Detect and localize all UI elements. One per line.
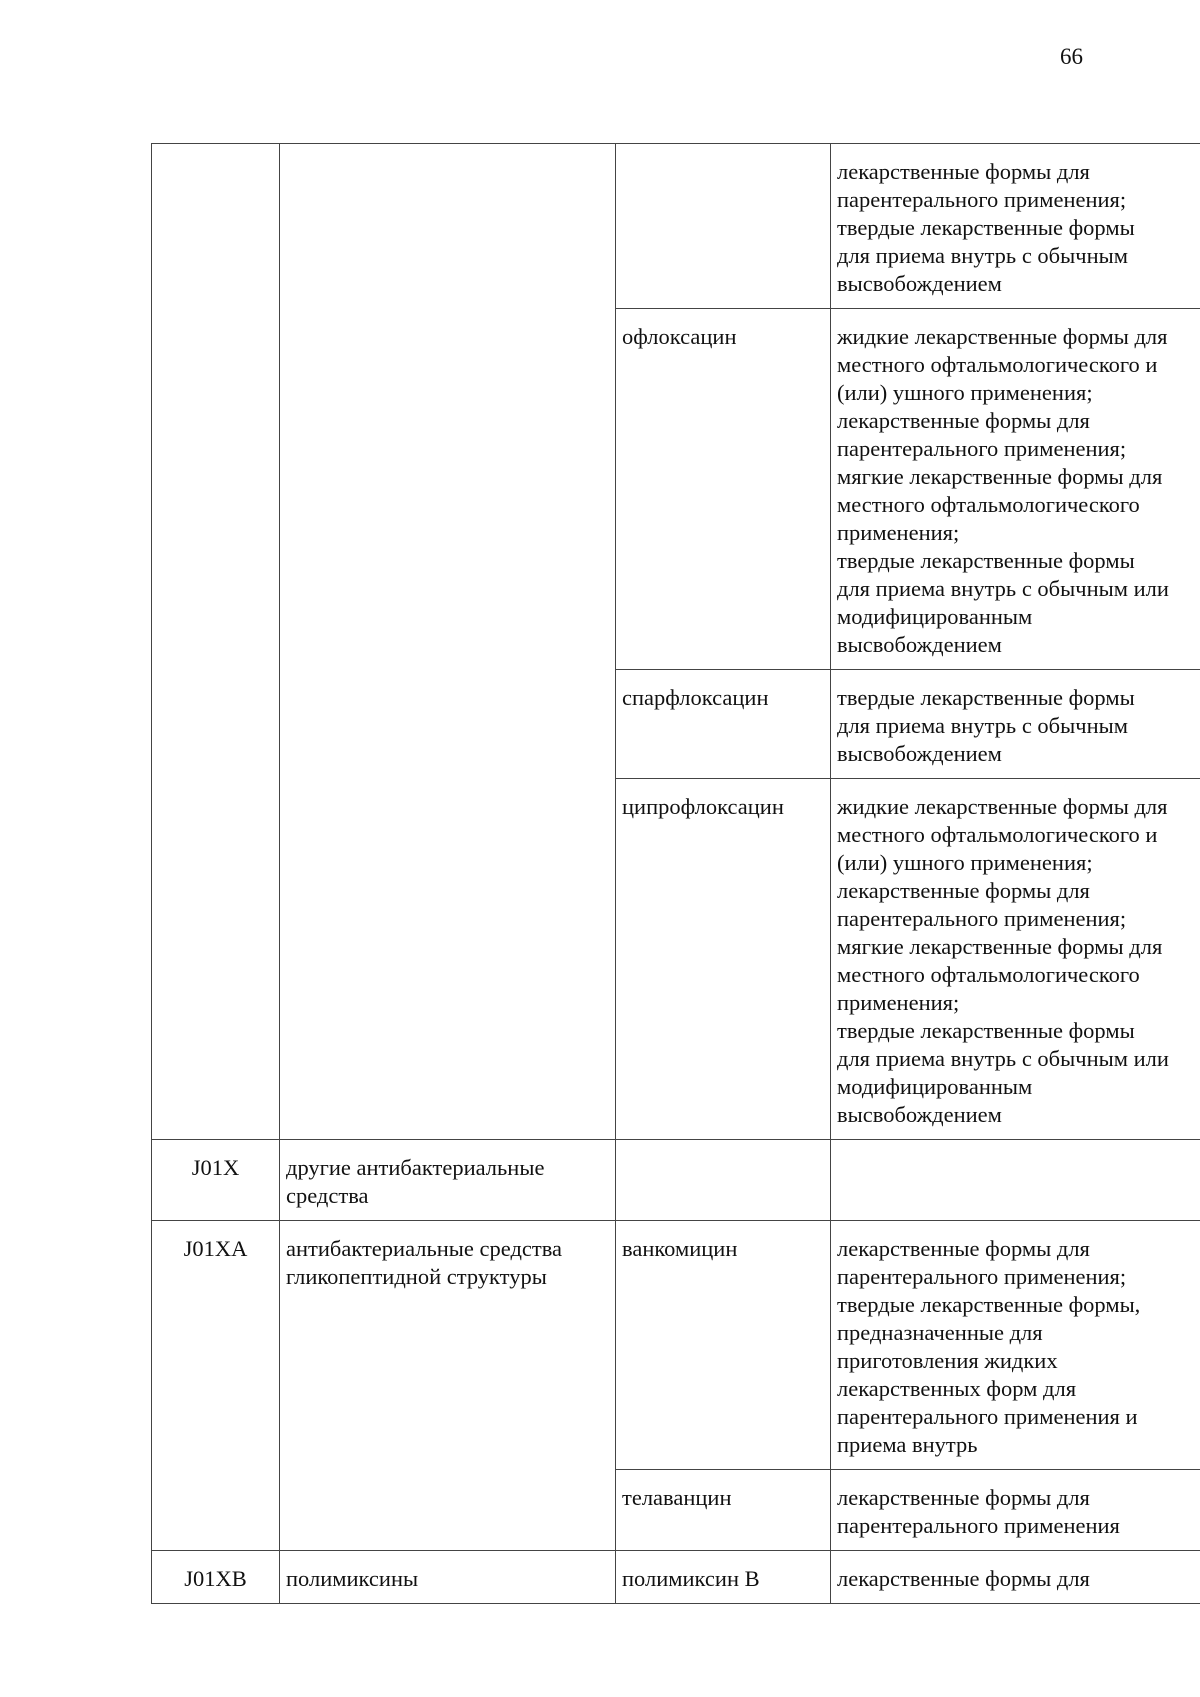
drug-name: офлоксацин: [622, 324, 737, 349]
form-line: твердые лекарственные формы: [837, 685, 1135, 710]
drug-name: ванкомицин: [622, 1236, 738, 1261]
forms-cell: [831, 670, 1200, 779]
atc-code: J01XB: [184, 1566, 247, 1591]
form-line: лекарственные формы для: [837, 408, 1090, 433]
form-line: для приема внутрь с обычным: [837, 713, 1128, 738]
form-line: высвобождением: [837, 741, 1002, 766]
drug-cell: [616, 779, 831, 1140]
form-line: (или) ушного применения;: [837, 850, 1093, 875]
form-line: лекарственные формы для: [837, 1485, 1090, 1510]
code-cell: [152, 144, 280, 1140]
table-row: [152, 1221, 1200, 1470]
form-line: парентерального применения;: [837, 436, 1127, 461]
table-row: [152, 1551, 1200, 1604]
form-line: мягкие лекарственные формы для: [837, 464, 1163, 489]
form-line: жидкие лекарственные формы для: [837, 324, 1168, 349]
form-line: приготовления жидких: [837, 1348, 1058, 1373]
table-row: [152, 144, 1200, 309]
form-line: для приема внутрь с обычным или: [837, 1046, 1169, 1071]
form-line: модифицированным: [837, 1074, 1033, 1099]
group-cell: [280, 1551, 616, 1604]
forms-cell: [831, 1470, 1200, 1551]
forms-cell: [831, 1221, 1200, 1470]
form-line: местного офтальмологического: [837, 962, 1140, 987]
code-cell: [152, 1140, 280, 1221]
form-line: приема внутрь: [837, 1432, 978, 1457]
page-number: 66: [1060, 44, 1083, 69]
group-line: антибактериальные средства: [286, 1236, 563, 1261]
form-line: твердые лекарственные формы: [837, 1018, 1135, 1043]
form-line: применения;: [837, 520, 960, 545]
atc-code: J01XA: [183, 1236, 248, 1261]
group-cell: [280, 144, 616, 1140]
form-line: местного офтальмологического и: [837, 822, 1158, 847]
form-line: жидкие лекарственные формы для: [837, 794, 1168, 819]
drug-name: спарфлоксацин: [622, 685, 769, 710]
group-line: другие антибактериальные: [286, 1155, 545, 1180]
drug-name: телаванцин: [622, 1485, 732, 1510]
form-line: твердые лекарственные формы: [837, 548, 1135, 573]
form-line: применения;: [837, 990, 960, 1015]
form-line: парентерального применения: [837, 1513, 1120, 1538]
drug-cell: [616, 1470, 831, 1551]
drug-cell: [616, 1221, 831, 1470]
form-line: предназначенные для: [837, 1320, 1043, 1345]
form-line: высвобождением: [837, 271, 1002, 296]
form-line: парентерального применения и: [837, 1404, 1138, 1429]
drug-cell: [616, 1551, 831, 1604]
form-line: для приема внутрь с обычным или: [837, 576, 1169, 601]
form-line: парентерального применения;: [837, 906, 1127, 931]
code-cell: [152, 1551, 280, 1604]
group-line: средства: [286, 1183, 369, 1208]
form-line: твердые лекарственные формы,: [837, 1292, 1141, 1317]
group-line: гликопептидной структуры: [286, 1264, 547, 1289]
form-line: для приема внутрь с обычным: [837, 243, 1128, 268]
form-line: местного офтальмологического и: [837, 352, 1158, 377]
form-line: лекарственные формы для: [837, 1236, 1090, 1261]
drug-cell: [616, 144, 831, 309]
group-line: полимиксины: [286, 1566, 419, 1591]
form-line: высвобождением: [837, 632, 1002, 657]
form-line: лекарственные формы для: [837, 878, 1090, 903]
form-line: твердые лекарственные формы: [837, 215, 1135, 240]
forms-cell: [831, 1551, 1200, 1604]
form-line: местного офтальмологического: [837, 492, 1140, 517]
form-line: лекарственные формы для: [837, 1566, 1090, 1591]
drug-cell: [616, 1140, 831, 1221]
form-line: высвобождением: [837, 1102, 1002, 1127]
group-cell: [280, 1140, 616, 1221]
drug-cell: [616, 309, 831, 670]
forms-cell: [831, 779, 1200, 1140]
form-line: лекарственные формы для: [837, 159, 1090, 184]
form-line: (или) ушного применения;: [837, 380, 1093, 405]
drug-name: полимиксин В: [622, 1566, 760, 1591]
forms-cell: [831, 309, 1200, 670]
group-cell: [280, 1221, 616, 1551]
forms-cell: [831, 144, 1200, 309]
drug-cell: [616, 670, 831, 779]
form-line: лекарственных форм для: [837, 1376, 1077, 1401]
drug-table: [151, 143, 1200, 1604]
code-cell: [152, 1221, 280, 1551]
forms-cell: [831, 1140, 1200, 1221]
atc-code: J01X: [191, 1155, 240, 1180]
form-line: модифицированным: [837, 604, 1033, 629]
form-line: мягкие лекарственные формы для: [837, 934, 1163, 959]
drug-name: ципрофлоксацин: [622, 794, 784, 819]
table-row: [152, 1140, 1200, 1221]
form-line: парентерального применения;: [837, 187, 1127, 212]
form-line: парентерального применения;: [837, 1264, 1127, 1289]
